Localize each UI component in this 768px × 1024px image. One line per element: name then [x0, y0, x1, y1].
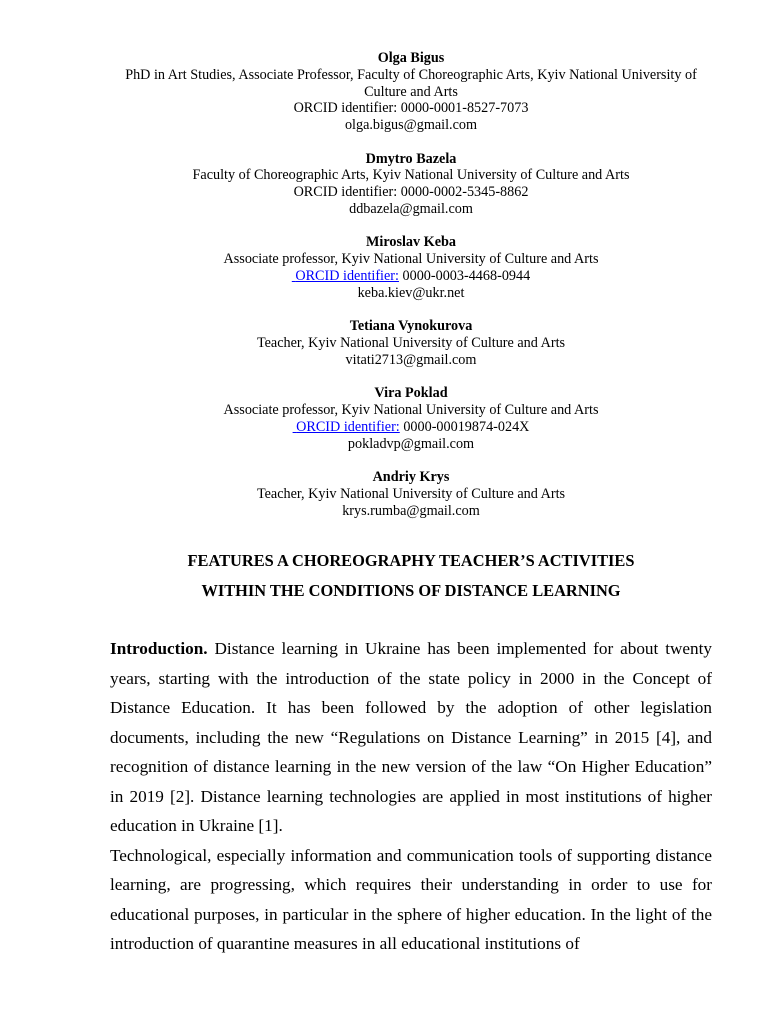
author-block — [110, 50, 712, 134]
paper-title — [110, 546, 712, 605]
paper-title-line: WITHIN THE CONDITIONS OF DISTANCE LEARNING — [201, 580, 621, 600]
author-block — [110, 318, 712, 368]
author-block — [110, 234, 712, 301]
author-block — [110, 385, 712, 452]
author-orcid — [110, 100, 712, 117]
author-affiliation: Associate professor, Kyiv National University of Culture and Arts — [223, 401, 599, 418]
author-name: Miroslav Keba — [366, 234, 456, 251]
section-heading-introduction: Introduction. — [110, 639, 208, 658]
author-affiliation: Teacher, Kyiv National University of Culture and Arts — [256, 334, 566, 351]
orcid-label: ORCID identifier: — [293, 100, 398, 117]
author-affiliation: Associate professor, Kyiv National University of Culture and Arts — [223, 251, 599, 268]
author-email: vitati2713@gmail.com — [345, 351, 477, 368]
orcid-value: 0000-0001-8527-7073 — [400, 100, 529, 117]
author-orcid — [110, 184, 712, 201]
body-paragraph: Technological, especially information and communication tools of supporting distance learning, are progressing, which requires their understanding in order to use for educational purposes, in particular in the sphere of higher education. In the light of the introduction of quarantine measures in all educational institutions of — [110, 845, 712, 953]
orcid-label: ORCID identifier: — [293, 184, 398, 201]
orcid-value: 0000-00019874-024X — [403, 418, 530, 435]
author-affiliation: Faculty of Choreographic Arts, Kyiv National University of Culture and Arts — [192, 167, 630, 184]
author-name: Vira Poklad — [374, 385, 448, 402]
author-email: ddbazela@gmail.com — [349, 200, 473, 217]
author-block — [110, 151, 712, 218]
author-orcid — [110, 268, 712, 285]
author-name: Olga Bigus — [377, 50, 445, 66]
author-email: krys.rumba@gmail.com — [342, 502, 480, 519]
article-body — [110, 634, 712, 959]
orcid-value: 0000-0003-4468-0944 — [402, 267, 531, 284]
author-affiliation: PhD in Art Studies, Associate Professor, Faculty of Choreographic Arts, Kyiv National University of Culture and Arts — [125, 66, 697, 100]
author-email: keba.kiev@ukr.net — [357, 284, 465, 301]
paper-title-line: FEATURES A CHOREOGRAPHY TEACHER’S ACTIVITIES — [187, 551, 635, 570]
author-name: Andriy Krys — [372, 468, 450, 485]
orcid-value: 0000-0002-5345-8862 — [400, 184, 529, 201]
body-paragraph — [110, 634, 712, 841]
orcid-link[interactable]: ORCID identifier: — [296, 418, 400, 435]
author-email: pokladvp@gmail.com — [347, 435, 475, 452]
author-email: olga.bigus@gmail.com — [344, 117, 478, 134]
paragraph-text: Distance learning in Ukraine has been implemented for about twenty years, starting with the introduction of the state policy in 2000 in the Concept of Distance Education. It has been followed by the adoption of other legislation documents, including the new “Regulations on Distance Learning” in 2015 [4], and recognition of distance learning in the new version of the law “On Higher Education” in 2019 [2]. Distance learning technologies are applied in most institutions of higher education in Ukraine [1]. — [110, 639, 713, 835]
author-name: Tetiana Vynokurova — [349, 318, 473, 335]
author-block — [110, 469, 712, 519]
author-list — [110, 50, 712, 536]
author-orcid — [110, 419, 712, 436]
author-affiliation: Teacher, Kyiv National University of Culture and Arts — [256, 485, 566, 502]
orcid-link[interactable]: ORCID identifier: — [295, 267, 399, 284]
author-name: Dmytro Bazela — [365, 150, 457, 167]
